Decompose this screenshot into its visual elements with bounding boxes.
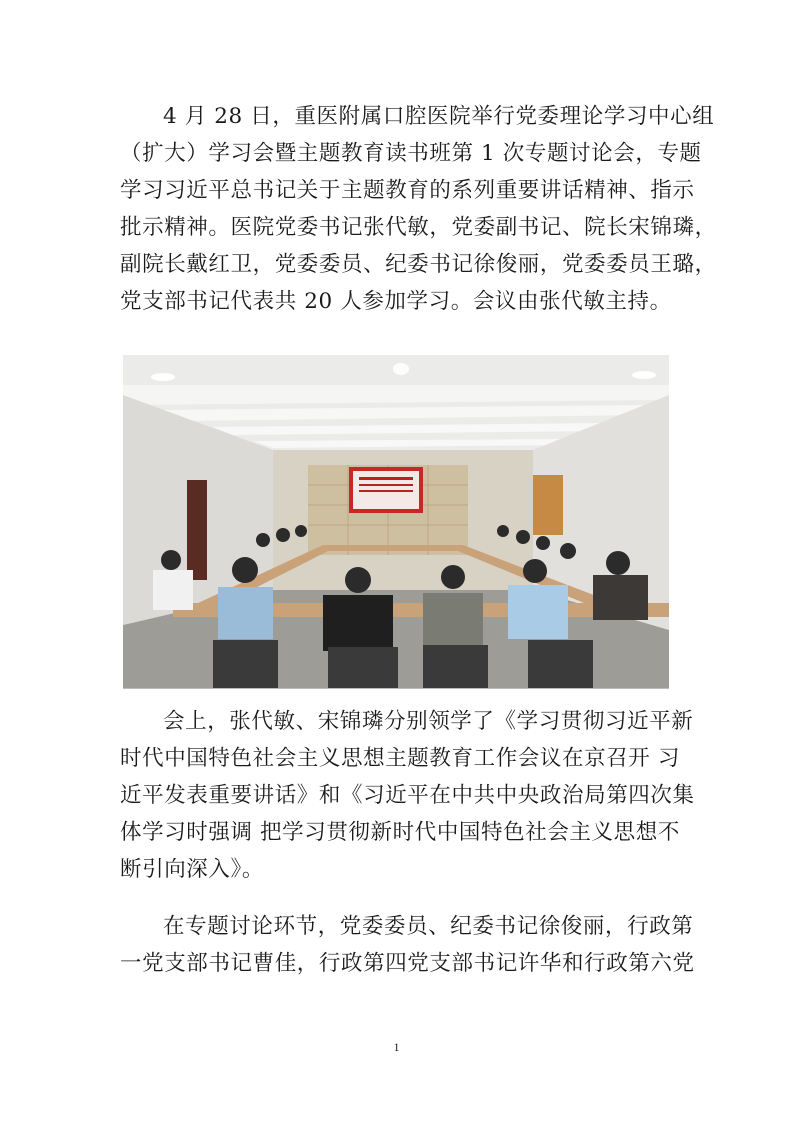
page-number: 1 bbox=[393, 1040, 400, 1054]
text-line: 近平发表重要讲话》和《习近平在中共中央政治局第四次集 bbox=[120, 783, 695, 808]
meeting-photo bbox=[123, 355, 669, 689]
text-line: 时代中国特色社会主义思想主题教育工作会议在京召开 习 bbox=[120, 746, 680, 771]
paragraph-1 bbox=[120, 98, 717, 320]
text-line: 学习习近平总书记关于主题教育的系列重要讲话精神、指示 bbox=[120, 178, 695, 203]
text-line: 体学习时强调 把学习贯彻新时代中国特色社会主义思想不 bbox=[120, 820, 680, 845]
text-line: 会上，张代敏、宋锦璘分别领学了《学习贯彻习近平新 bbox=[163, 709, 694, 734]
paragraph-3 bbox=[120, 908, 695, 982]
paragraph-2 bbox=[120, 703, 695, 888]
text-line: 4 月 28 日，重医附属口腔医院举行党委理论学习中心组 bbox=[163, 104, 715, 129]
text-line: 副院长戴红卫，党委委员、纪委书记徐俊丽，党委委员王璐， bbox=[120, 252, 717, 277]
text-line: 批示精神。医院党委书记张代敏，党委副书记、院长宋锦璘， bbox=[120, 215, 717, 240]
text-line: 断引向深入》。 bbox=[120, 857, 264, 882]
text-line: 一党支部书记曹佳，行政第四党支部书记许华和行政第六党 bbox=[120, 951, 695, 976]
text-line: 党支部书记代表共 20 人参加学习。会议由张代敏主持。 bbox=[120, 289, 672, 314]
text-line: 在专题讨论环节，党委委员、纪委书记徐俊丽，行政第 bbox=[163, 914, 694, 939]
text-line: （扩大）学习会暨主题教育读书班第 1 次专题讨论会，专题 bbox=[120, 141, 702, 166]
